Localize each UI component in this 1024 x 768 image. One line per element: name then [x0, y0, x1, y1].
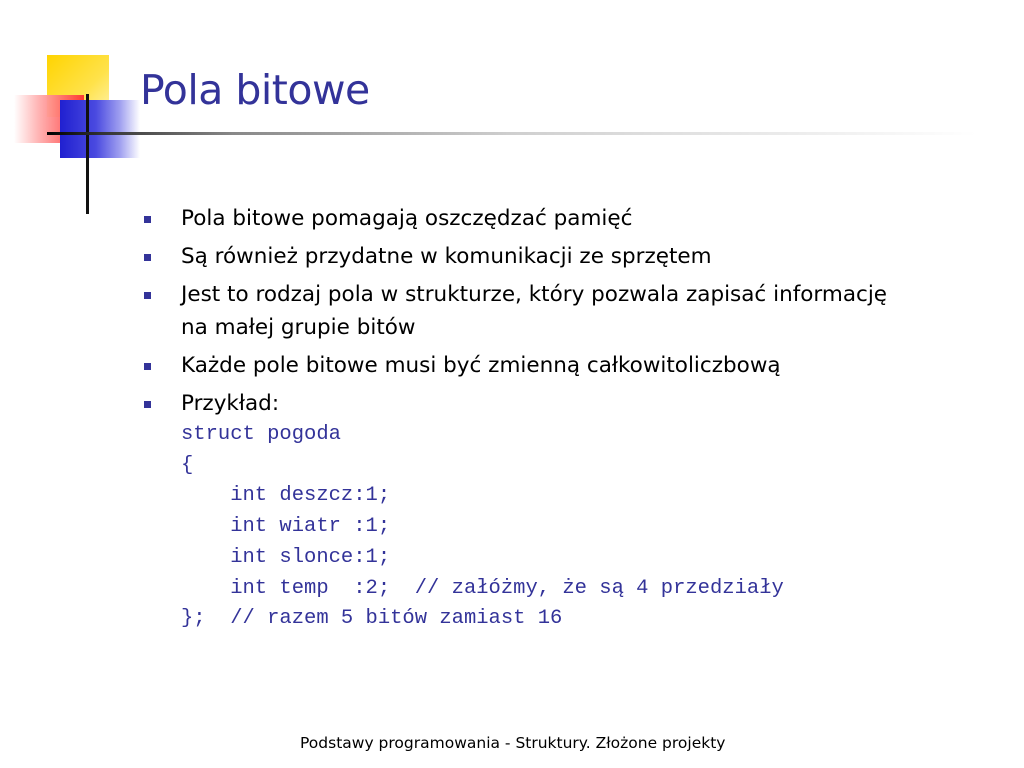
bullet-list — [144, 202, 964, 640]
bullet-square-icon — [144, 216, 151, 223]
code-line: { — [181, 453, 194, 477]
code-line: int slonce:1; — [181, 545, 391, 569]
slide-decoration — [0, 0, 200, 230]
slide-title: Pola bitowe — [140, 66, 370, 114]
slide-footer: Podstawy programowania - Struktury. Złożone projekty — [300, 734, 726, 752]
bullet-square-icon — [144, 254, 151, 261]
code-line: }; // razem 5 bitów zamiast 16 — [181, 607, 563, 631]
bullet-item — [144, 240, 964, 273]
bullet-text: Przykład: — [181, 391, 280, 416]
bullet-square-icon — [144, 363, 151, 370]
code-example — [181, 420, 964, 635]
bullet-item — [144, 278, 964, 344]
bullet-item — [144, 387, 964, 635]
bullet-text: Każde pole bitowe musi być zmienną całkowitoliczbową — [181, 353, 781, 378]
code-line: struct pogoda — [181, 423, 341, 446]
bullet-item — [144, 349, 964, 382]
bullet-item — [144, 202, 964, 235]
bullet-square-icon — [144, 401, 151, 408]
bullet-text: Są również przydatne w komunikacji ze sprzętem — [181, 244, 712, 269]
bullet-text: Jest to rodzaj pola w strukturze, który pozwala zapisać informację na małej grupie bitów — [181, 282, 888, 340]
decoration-vertical-line — [86, 94, 89, 214]
code-line: int deszcz:1; — [181, 484, 391, 508]
bullet-square-icon — [144, 292, 151, 299]
decoration-blue-square — [60, 100, 140, 158]
code-line: int wiatr :1; — [181, 515, 391, 539]
bullet-text: Pola bitowe pomagają oszczędzać pamięć — [181, 206, 633, 231]
title-underline — [47, 132, 977, 135]
code-line: int temp :2; // załóżmy, że są 4 przedziały — [181, 576, 784, 600]
